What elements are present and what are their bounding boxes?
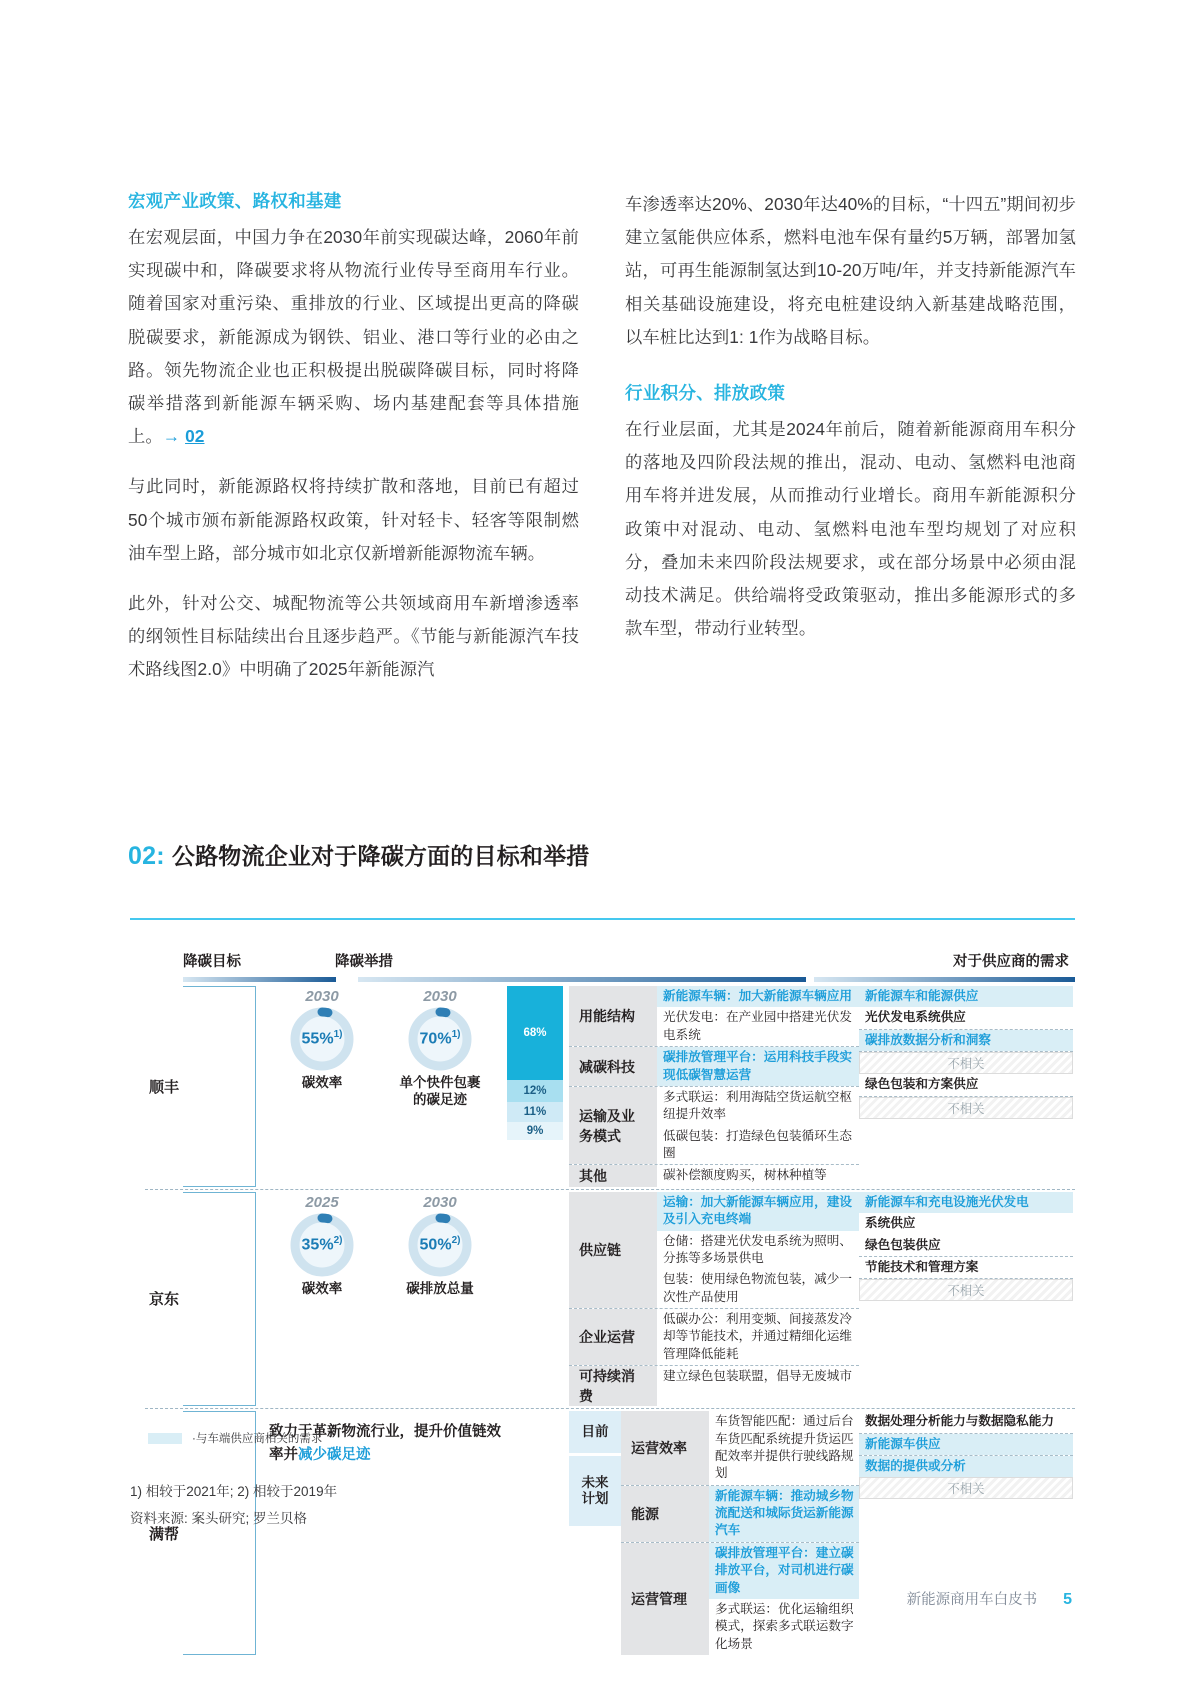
goal-donut [276,988,368,1109]
measure-detail-text: 多式联运：利用海陆空货运航空枢纽提升效率 [663,1089,852,1122]
measure-detail-text: 新能源车辆：推动城乡物流配送和城际货运新能源汽车 [709,1486,859,1542]
donut-chart-icon [289,1006,355,1072]
measure-group [621,1486,859,1542]
requirement-text: 新能源车和能源供应 [859,986,1073,1007]
right-column-heading: 行业积分、排放政策 [625,383,786,404]
requirements-cell [859,986,1073,1187]
requirement-text: 不相关 [859,1477,1073,1499]
goal-year: 2025 [305,1193,339,1211]
share-bar-chart [507,1411,569,1655]
requirement-text: 碳排放数据分析和洞察 [859,1030,1073,1051]
gradient-bar-requirements [814,977,1075,982]
company-label: 满帮 [148,1525,179,1543]
xref-arrow-icon: → [162,426,181,447]
measure-label: 能源 [621,1486,709,1542]
requirements-cell [859,1192,1073,1406]
footnote-line-2: 资料来源: 案头研究; 罗兰贝格 [130,1511,308,1526]
measure-detail-text: 碳补偿额度购买，树林种植等 [663,1168,827,1183]
company-label: 京东 [148,1291,179,1309]
requirements-cell [859,1411,1073,1655]
company-label: 顺丰 [148,1078,179,1096]
measure-detail-text: 多式联运：优化运输组织模式，探索多式联运数字化场景 [715,1601,854,1651]
measure-group [569,986,859,1046]
goal-value: 55%$^{1)}$ [301,1028,343,1048]
requirement-text: 数据的提供或分析 [859,1456,1073,1477]
requirement-text: 新能源车供应 [859,1434,1073,1455]
requirement-group [859,1052,1073,1095]
left-paragraph-1-text: 在宏观层面，中国力争在2030年前实现碳达峰，2060年前实现碳中和，降碳要求将从物流行业传导至商用车行业。随着国家对重污染、重排放的行业、区域提出更高的降碳脱碳要求，新能源成为钢铁、铝业、港口等行业的必由之路。领先物流企业也正积极提出脱碳降碳目标，同时将降碳举措落到新能源车辆采购、场内基建配套等具体措施上。 [128,227,579,447]
goal-value: 50%$^{2)}$ [419,1234,461,1254]
requirement-text: 光伏发电系统供应 [865,1010,966,1025]
measure-details [657,1047,859,1086]
measure-group [569,1309,859,1365]
page-footer [0,1588,1200,1609]
measure-detail-text: 仓储：搭建光伏发电系统为照明、分拣等多场景供电 [663,1233,852,1265]
goal-label: 碳排放总量 [406,1280,474,1296]
measure-group [569,1192,859,1308]
goal-cell [255,986,507,1187]
footnotes [130,1478,337,1532]
exhibit-row [145,1192,1075,1406]
requirement-text: 不相关 [859,1052,1073,1074]
measure-detail-text: 建立绿色包装联盟，倡导无废城市 [663,1369,852,1384]
requirement-text: 节能技术和管理方案 [865,1259,979,1274]
left-column [128,188,579,687]
left-paragraph-3: 此外，针对公交、城配物流等公共领域商用车新增渗透率的纲领性目标陆续出台且逐步趋严。《节能与新能源汽车技术路线图2.0》中明确了2025年新能源汽 [128,593,579,680]
measure-group [621,1411,859,1485]
exhibit-header-row [145,950,1075,977]
measure-detail-text: 新能源车辆：加大新能源车辆应用 [657,986,859,1007]
goal-value: 35%$^{2)}$ [301,1234,343,1254]
goal-donut [394,1194,486,1298]
measure-details [657,1192,859,1308]
share-bar-segment: 9% [507,1122,563,1140]
section-colon: : [156,842,165,870]
measure-detail-text: 光伏发电：在产业园中搭建光伏发电系统 [663,1010,852,1042]
legend-swatch [148,1433,182,1444]
requirement-text: 数据处理分析能力与数据隐私能力 [865,1414,1054,1429]
requirement-group [859,1257,1073,1278]
requirement-group [859,1192,1073,1256]
goal-cell [255,1192,507,1406]
measure-label: 可持续消 费 [569,1366,657,1406]
requirement-group [859,1030,1073,1051]
goal-year: 2030 [305,988,339,1005]
share-bar-segment: 12% [507,1080,563,1102]
requirement-group [859,1279,1073,1301]
right-column [625,188,1076,687]
measure-stack [621,1411,859,1655]
measure-group [569,1087,859,1165]
requirement-text: 绿色包装供应 [865,1237,941,1252]
measure-detail-text: 碳排放管理平台：运用科技手段实现低碳智慧运营 [657,1047,859,1086]
goal-label: 碳效率 [301,1280,343,1296]
goal-year: 2030 [423,988,457,1005]
gradient-bar-measures [358,977,807,982]
requirement-text: 新能源车和充电设施光伏发电 [859,1192,1073,1213]
goal-cell [255,1411,507,1655]
measure-group [569,1047,859,1086]
exhibit-row-divider [145,1408,1075,1409]
section-title [128,838,590,871]
measure-label: 运输及业 务模式 [569,1087,657,1165]
requirement-group [859,986,1073,1029]
measure-detail-text: 运输：加大新能源车辆应用，建设及引入充电终端 [657,1192,859,1231]
exhibit-top-gradient-bars [145,977,1075,982]
header-requirements: 对于供应商的需求 [953,954,1069,970]
measure-details [709,1411,859,1485]
measure-label: 企业运营 [569,1309,657,1365]
measure-label: 其他 [569,1165,657,1186]
legend-label: ·与车端供应商相关的需求 [192,1433,323,1445]
measure-label: 运营管理 [621,1543,709,1655]
exhibit-legend [148,1430,322,1446]
measure-detail-text: 碳排放管理平台：建立碳排放平台，对司机进行碳画像 [709,1543,859,1599]
share-bar-segment: 11% [507,1102,563,1122]
footer-title: 新能源商用车白皮书 [906,1592,1038,1608]
header-goal: 降碳目标 [183,954,241,970]
left-column-heading: 宏观产业政策、路权和基建 [128,191,342,211]
measure-details [657,1165,859,1186]
exhibit-row [145,986,1075,1187]
share-bar-segment: 68% [507,986,563,1080]
goal-value: 70%$^{1)}$ [419,1028,461,1048]
measure-details [657,1309,859,1365]
exhibit-row [145,1411,1075,1655]
measure-label: 用能结构 [569,986,657,1046]
measures-cell [507,986,859,1187]
measure-group [569,1366,859,1406]
company-bracket [183,1411,255,1655]
section-title-text: 公路物流企业对于降碳方面的目标和举措 [171,843,590,869]
article-columns [128,188,1076,687]
measure-detail-text: 低碳包装：打造绿色包装循环生态圈 [663,1128,852,1160]
goal-donuts [255,986,507,1109]
exhibit-body [145,986,1075,1655]
header-measures: 降碳举措 [335,954,393,970]
exhibit-row-divider [145,1189,1075,1190]
measure-detail-text: 低碳办公：利用变频、间接蒸发冷却等节能技术，并通过精细化运维管理降低能耗 [663,1312,852,1361]
measures-cell [507,1411,859,1655]
measure-label: 供应链 [569,1192,657,1308]
goal-statement-highlight: 减少碳足迹 [298,1446,371,1463]
section-divider [130,918,1075,920]
goal-donut [276,1194,368,1298]
measure-details [657,1366,859,1406]
gradient-bar-goal [183,977,336,982]
measure-stack [569,986,859,1187]
exhibit-table [145,950,1075,1655]
donut-chart-icon [289,1212,355,1278]
company-bracket [183,986,255,1187]
measure-stack [569,1192,859,1406]
goal-label: 碳效率 [301,1075,343,1090]
measure-details [657,1087,859,1165]
right-paragraph-2: 在行业层面，尤其是2024年前后，随着新能源商用车积分的落地及四阶段法规的推出，混动、电动、氢燃料电池商用车将并进发展，从而推动行业增长。商用车新能源积分政策中对混动、电动、氢燃料电池车型均规划了对应积分，叠加未来四阶段法规要求，或在部分场景中必须由混动技术满足。供给端将受政策驱动，推出多能源形式的多款车型，带动行业转型。 [625,419,1076,639]
measure-details [709,1486,859,1542]
measure-label: 运营效率 [621,1411,709,1485]
share-bar-chart [507,1192,569,1406]
requirement-group [859,1434,1073,1455]
measure-detail-text: 车货智能匹配：通过后台车货匹配系统提升货运匹配效率并提供行驶线路规划 [715,1414,854,1481]
donut-chart-icon [407,1212,473,1278]
requirement-text: 不相关 [859,1097,1073,1119]
share-bar-chart [507,986,569,1187]
goal-year: 2030 [423,1193,457,1211]
goal-label: 单个快件包裹的碳足迹 [399,1075,481,1107]
requirement-group [859,1097,1073,1119]
stage-future: 未来 计划 [569,1456,621,1526]
left-paragraph-2: 与此同时，新能源路权将持续扩散和落地，目前已有超过50个城市颁布新能源路权政策，针对轻卡、轻客等限制燃油车型上路，部分城市如北京仅新增新能源物流车辆。 [128,476,579,563]
measure-group [569,1165,859,1186]
requirement-text: 系统供应 [865,1216,916,1231]
stage-column [569,1411,621,1655]
section-number: 02 [128,842,157,870]
goal-donut [394,988,486,1109]
goal-statement: 致力于革新物流行业，提升价值链效率并减少碳足迹 [269,1424,501,1463]
measure-detail-text: 包装：使用绿色物流包装，减少一次性产品使用 [663,1272,852,1304]
company-bracket [183,1192,255,1406]
goal-donuts [255,1192,507,1298]
measure-label: 减碳科技 [569,1047,657,1086]
xref-link-02[interactable]: 02 [185,426,205,447]
requirement-text: 不相关 [859,1279,1073,1301]
stage-current: 目前 [569,1411,621,1453]
requirement-text: 绿色包装和方案供应 [865,1077,979,1092]
footnote-line-1: 1) 相较于2021年; 2) 相较于2019年 [130,1484,338,1499]
requirement-group [859,1456,1073,1499]
right-paragraph-1: 车渗透率达20%、2030年达40%的目标，“十四五”期间初步建立氢能供应体系，燃料电池车保有量约5万辆，部署加氢站，可再生能源制氢达到10-20万吨/年，并支持新能源汽车相关基础设施建设，将充电桩建设纳入新基建战略范围，以车桩比达到1: 1作为战略目标。 [625,194,1076,347]
measures-cell [507,1192,859,1406]
measure-details [657,986,859,1046]
footer-page-number: 5 [1063,1591,1072,1608]
requirement-group [859,1411,1073,1432]
left-paragraph-1 [128,221,579,453]
donut-chart-icon [407,1006,473,1072]
